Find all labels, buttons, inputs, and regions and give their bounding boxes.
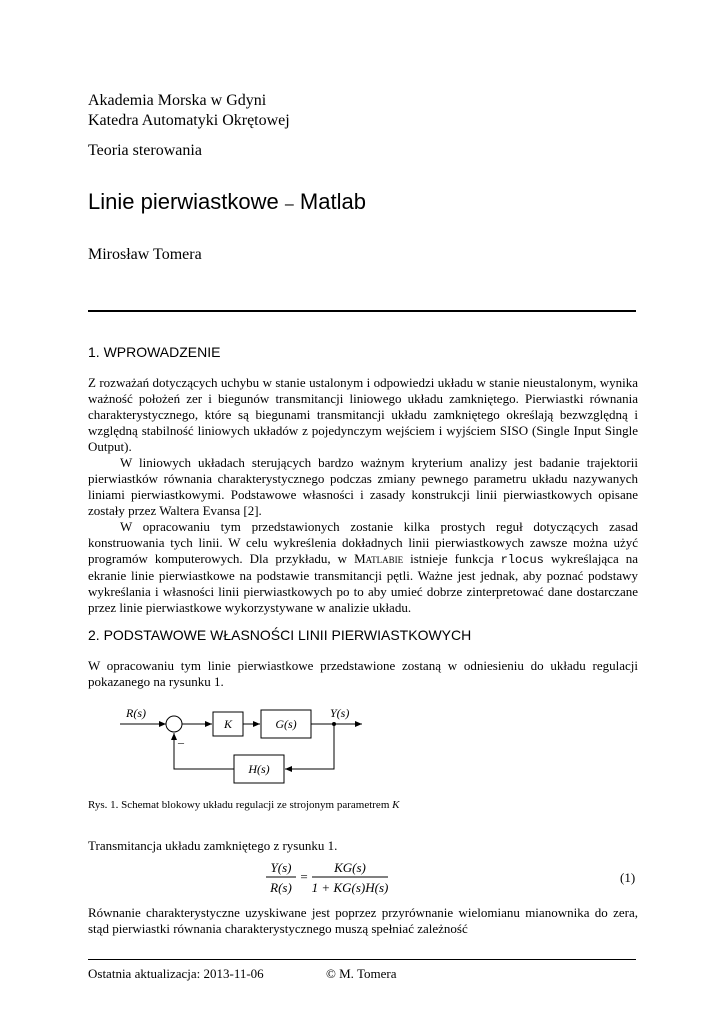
section-1-heading: 1. WPROWADZENIE xyxy=(88,344,221,360)
title-main: Linie pierwiastkowe xyxy=(88,189,279,214)
footer-updated: Ostatnia aktualizacja: 2013-11-06 xyxy=(88,966,264,981)
page-title xyxy=(88,189,366,215)
figure-caption xyxy=(88,799,399,811)
section-2-paragraph-2: Równanie charakterystyczne uzyskiwane jest poprzez przyrównanie wielomianu mianownika do zera, stąd pierwiastki równania charakterystycznego muszą spełniać zależność xyxy=(88,905,638,936)
equation-equals: = xyxy=(300,869,308,884)
minus-sign: – xyxy=(178,735,184,749)
equation-lhs-denominator: R(s) xyxy=(270,880,292,895)
equation-number: (1) xyxy=(620,870,636,885)
footer-copyright: © M. Tomera xyxy=(326,966,397,981)
section-2-paragraph-1: W opracowaniu tym linie pierwiastkowe przedstawione zostaną w odniesieniu do układu regulacji pokazanego na rysunku 1. xyxy=(88,658,638,689)
feedback-label: H(s) xyxy=(248,762,270,776)
paragraph-3-part-b: istnieje funkcja xyxy=(403,551,501,566)
caption-param: K xyxy=(392,799,400,811)
section-1-body xyxy=(88,375,638,616)
equation-lhs-numerator: Y(s) xyxy=(270,860,292,875)
equation-1 xyxy=(262,858,402,898)
institution-name: Akademia Morska w Gdyni xyxy=(88,92,267,109)
author-name: Mirosław Tomera xyxy=(88,246,202,263)
course-name: Teoria sterowania xyxy=(88,142,202,159)
paragraph-3-part-a: W opracowaniu tym przedstawionych zostanie kilka prostych reguł dotyczących zasad konstruowania tych linii. W celu wykreślenia dokładnych linii pierwiastkowych zawsze można użyć programów komputerowych. Dla przykładu, w xyxy=(88,519,638,566)
gain-label: K xyxy=(223,717,233,731)
equation-rhs-numerator: KG(s) xyxy=(334,860,366,875)
summing-junction xyxy=(166,716,182,732)
output-label: Y(s) xyxy=(330,706,350,720)
plant-label: G(s) xyxy=(275,717,297,731)
caption-text: Rys. 1. Schemat blokowy układu regulacji ze strojonym parametrem xyxy=(88,799,393,811)
paragraph-3-part-c: wykreślająca na ekranie linie pierwiastkowe na podstawie transmitancji pętli. Ważne jest jednak, aby poznać podstawy wykreślania i własności linii pierwiastkowych po to aby umieć dobrze zinterpretować dane dostarczane przez linie pierwiastkowe wykorzystywane w analizie układu. xyxy=(88,551,638,615)
title-dash: – xyxy=(284,196,294,213)
section-1-paragraph-2: W liniowych układach sterujących bardzo ważnym kryterium analizy jest badanie trajektorii pierwiastków równania charakterystycznego podczas zmiany pewnego parametru układu nazywanych liniami pierwiastkowymi. Podstawowe własności i zasady konstrukcji linii pierwiastkowych opisane zostały przez Waltera Evansa [2]. xyxy=(88,455,638,518)
department-name: Katedra Automatyki Okrętowej xyxy=(88,112,290,129)
matlab-name: Matlabie xyxy=(354,551,404,566)
title-sub: Matlab xyxy=(299,189,366,214)
block-diagram xyxy=(110,700,380,792)
equation-intro: Transmitancja układu zamkniętego z rysunku 1. xyxy=(88,838,338,853)
rlocus-code: rlocus xyxy=(500,553,544,567)
section-1-paragraph-1: Z rozważań dotyczących uchybu w stanie ustalonym i odpowiedzi układu w stanie nieustalonym, wynika ważność położeń zer i biegunów transmitancji liniowego układu zamkniętego. Pierwiastki równania charakterystycznego, które są biegunami transmitancji układu zamkniętego określają bezwzględną i względną stabilność liniowych układów z pojedynczym wejściem i wyjściem SISO (Single Input Single Output). xyxy=(88,375,638,454)
input-label: R(s) xyxy=(126,706,146,720)
section-2-heading: 2. PODSTAWOWE WŁASNOŚCI LINII PIERWIASTKOWYCH xyxy=(88,627,472,643)
footer-divider xyxy=(88,959,636,960)
equation-rhs-denominator: 1 + KG(s)H(s) xyxy=(311,880,389,895)
section-1-paragraph-3 xyxy=(88,519,638,616)
header-divider xyxy=(88,310,636,312)
